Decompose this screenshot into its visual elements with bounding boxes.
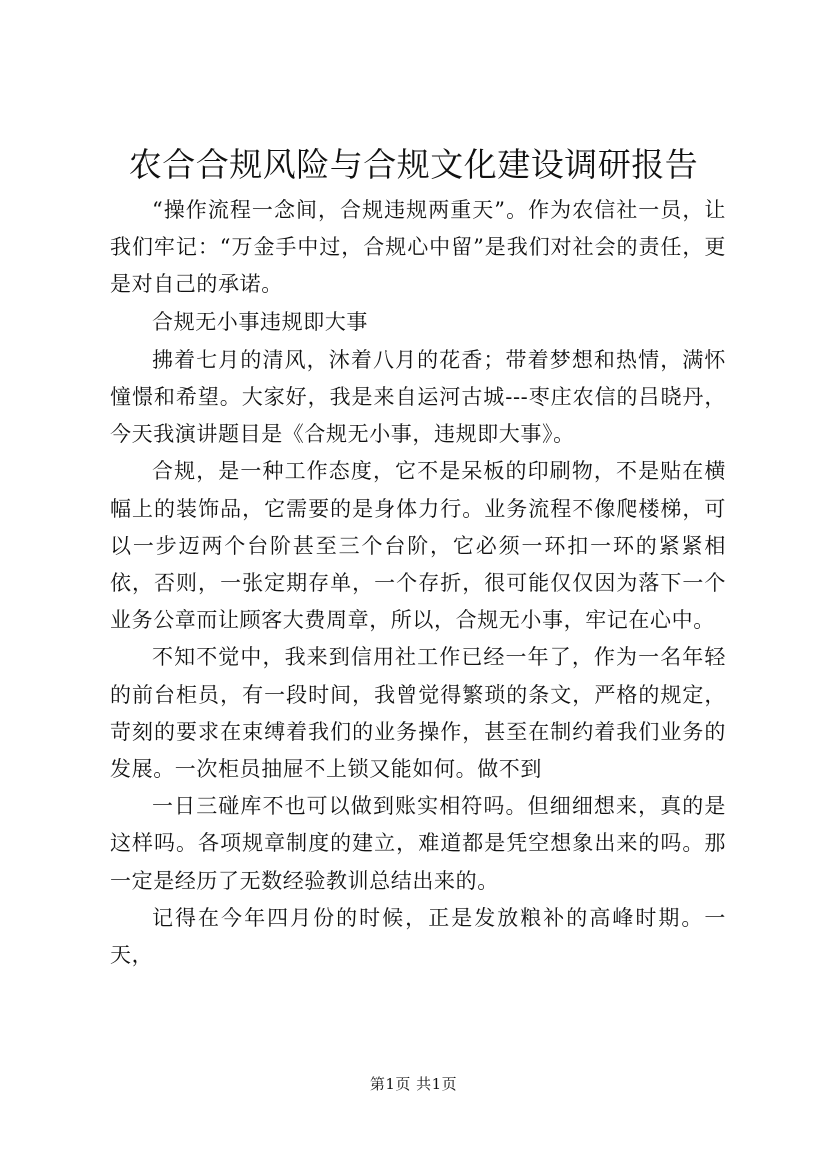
document-title: 农合合规风险与合规文化建设调研报告 bbox=[128, 145, 699, 184]
page-number-footer: 第1页 共1页 bbox=[369, 1075, 458, 1093]
paragraph-greeting: 拂着七月的清风，沐着八月的花香；带着梦想和热情，满怀憧憬和希望。大家好，我是来自运河古城---枣庄农信的吕晓丹，今天我演讲题目是《合规无小事，违规即大事》。 bbox=[110, 347, 726, 447]
document-body bbox=[110, 192, 726, 974]
paragraph-april-memory: 记得在今年四月份的时候，正是发放粮补的高峰时期。一天， bbox=[110, 905, 726, 968]
paragraph-work-experience: 不知不觉中，我来到信用社工作已经一年了，作为一名年轻的前台柜员，有一段时间，我曾觉得繁琐的条文，严格的规定，苛刻的要求在束缚着我们的业务操作，甚至在制约着我们业务的发展。一次柜员抽屉不上锁又能如何。做不到 bbox=[110, 645, 726, 782]
paragraph-reflection: 一日三碰库不也可以做到账实相符吗。但细细想来，真的是这样吗。各项规章制度的建立，难道都是凭空想象出来的吗。那一定是经历了无数经验教训总结出来的。 bbox=[110, 794, 726, 893]
paragraph-subheading: 合规无小事违规即大事 bbox=[152, 309, 368, 334]
paragraph-compliance-attitude: 合规，是一种工作态度，它不是呆板的印刷物，不是贴在横幅上的装饰品，它需要的是身体力行。业务流程不像爬楼梯，可以一步迈两个台阶甚至三个台阶，它必须一环扣一环的紧紧相依，否则，一张定期存单，一个存折，很可能仅仅因为落下一个业务公章而让顾客大费周章，所以，合规无小事，牢记在心中。 bbox=[110, 459, 726, 633]
paragraph-intro: “操作流程一念间，合规违规两重天”。作为农信社一员，让我们牢记：“万金手中过，合规心中留”是我们对社会的责任，更是对自己的承诺。 bbox=[110, 198, 726, 297]
